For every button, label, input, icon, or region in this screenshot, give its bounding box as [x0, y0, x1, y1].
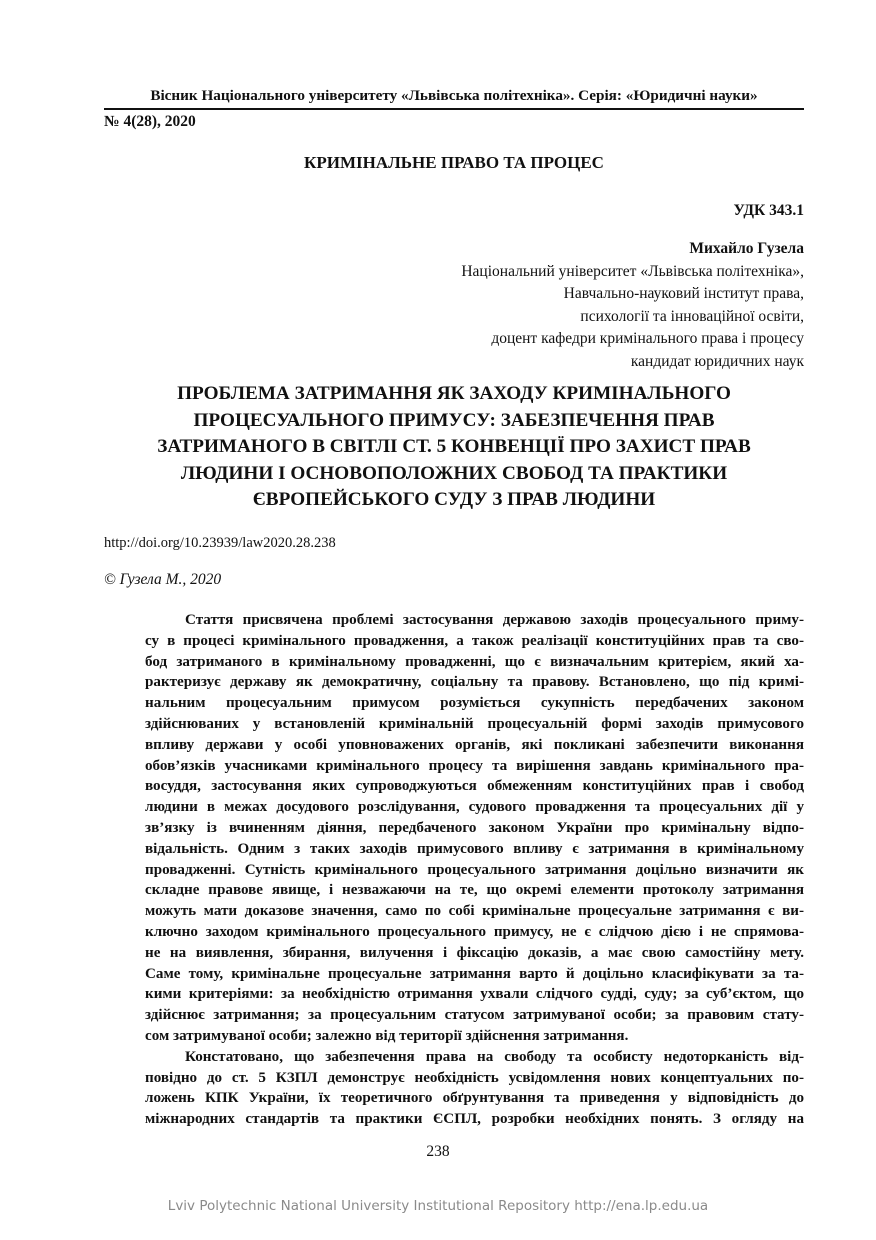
- affiliation-line: Національний університет «Львівська політехніка»,: [461, 262, 804, 280]
- abstract-paragraph-2: [145, 1047, 804, 1130]
- affiliation-line: Навчально-науковий інститут права,: [563, 285, 804, 302]
- abstract-line: восуддя, застосування яких супроводжуються обмеженням конституційних прав і свобод: [145, 778, 804, 795]
- abstract-line: ложень КПК України, їх теоретичного обґрунтування та приведення у відповідність до: [145, 1090, 804, 1107]
- abstract-line: впливу держави у особі уповноважених органів, які покликані забезпечити виконання: [145, 736, 804, 753]
- header-rule: [104, 108, 804, 110]
- abstract-line: бод затриманого в кримінальному провадженні, що є визначальним критерієм, який ха-: [145, 653, 804, 670]
- affiliation-line: доцент кафедри кримінального права і процесу: [491, 330, 804, 347]
- author-block: [461, 238, 804, 373]
- author-name: Михайло Гузела: [689, 240, 804, 257]
- affiliation-line: психології та інноваційної освіти,: [580, 307, 804, 325]
- abstract-line: нальним процесуальним примусом розуміється сукупність передбачених законом: [145, 695, 804, 712]
- abstract-line: провадженні. Сутність кримінального процесуального затримання доцільно визначити як: [145, 861, 804, 878]
- article-title-line: ЄВРОПЕЙСЬКОГО СУДУ З ПРАВ ЛЮДИНИ: [252, 489, 656, 510]
- abstract-line: людини в межах досудового розслідування, судового провадження та процесуальних дії у: [145, 799, 804, 816]
- abstract-paragraph-1: [145, 610, 804, 1047]
- abstract-line: повідно до ст. 5 КЗПЛ демонструє необхідність усвідомлення нових концептуальних по-: [145, 1069, 804, 1086]
- udc-code: УДК 343.1: [733, 202, 804, 219]
- page-number: 238: [426, 1143, 450, 1160]
- article-title: [104, 381, 804, 514]
- section-title: КРИМІНАЛЬНЕ ПРАВО ТА ПРОЦЕС: [304, 153, 604, 172]
- abstract-line: здійснює затримання; за процесуальним статусом затримуваної особи; за правовим стату-: [145, 1007, 804, 1024]
- abstract-line: відальність. Одним з таких заходів примусового впливу є затримання в кримінальному: [145, 840, 804, 857]
- abstract-line: рактеризує державу як демократичну, соціальну та правову. Встановлено, що під кримі-: [145, 674, 804, 691]
- abstract-line: сом затримуваної особи; залежно від території здійснення затримання.: [145, 1027, 629, 1044]
- journal-header: Вісник Національного університету «Львівська політехніка». Серія: «Юридичні науки»: [150, 87, 758, 104]
- abstract-line: ключно заходом кримінального процесуального примусу, не є слідчою дією і не спрямова-: [145, 923, 804, 940]
- doi-link[interactable]: http://doi.org/10.23939/law2020.28.238: [104, 535, 336, 551]
- article-title-line: ПРОБЛЕМА ЗАТРИМАННЯ ЯК ЗАХОДУ КРИМІНАЛЬНОГО: [177, 383, 731, 404]
- abstract-line: здійснюваних у встановленій кримінальній процесуальній формі заходів примусового: [145, 715, 804, 732]
- abstract-line: обов’язків учасниками кримінального процесу та вирішення завдань кримінального пра-: [145, 757, 804, 774]
- affiliation-line: кандидат юридичних наук: [630, 352, 804, 370]
- abstract-line: міжнародних стандартів та практики ЄСПЛ, розробки необхідних понять. З огляду на: [145, 1111, 804, 1128]
- abstract-line: кими критеріями: за необхідністю отримання ухвали слідчого судді, суду; за суб’єктом, що: [145, 986, 804, 1003]
- issue-number: № 4(28), 2020: [104, 113, 196, 130]
- abstract-line: можуть мати доказове значення, само по собі кримінальне процесуальне затримання є ви-: [145, 903, 804, 920]
- copyright-notice: © Гузела М., 2020: [104, 571, 222, 588]
- abstract-line: зв’язку із вчиненням діяння, передбаченого законом України про кримінальну відпо-: [145, 819, 804, 836]
- abstract-line: Констатовано, що забезпечення права на свободу та особисту недоторканість від-: [185, 1048, 804, 1065]
- abstract-line: не на виявлення, збирання, вилучення і фіксацію доказів, а має свою самостійну мету.: [145, 944, 804, 961]
- abstract-line: Саме тому, кримінальне процесуальне затримання варто й доцільно класифікувати за та-: [145, 965, 804, 982]
- abstract: [145, 610, 804, 1130]
- abstract-line: су в процесі кримінального провадження, а також реалізації конституційних прав та сво-: [145, 632, 804, 649]
- abstract-line: Стаття присвячена проблемі застосування державою заходів процесуального приму-: [185, 612, 804, 628]
- article-title-line: ЗАТРИМАНОГО В СВІТЛІ СТ. 5 КОНВЕНЦІЇ ПРО ЗАХИСТ ПРАВ: [157, 436, 751, 457]
- repository-footer: Lviv Polytechnic National University Institutional Repository http://ena.lp.edu.ua: [167, 1198, 709, 1214]
- article-title-line: ЛЮДИНИ І ОСНОВОПОЛОЖНИХ СВОБОД ТА ПРАКТИКИ: [180, 462, 728, 484]
- abstract-line: складне правове явище, і незважаючи на те, що окремі елементи протоколу затримання: [145, 882, 804, 899]
- article-title-line: ПРОЦЕСУАЛЬНОГО ПРИМУСУ: ЗАБЕЗПЕЧЕННЯ ПРАВ: [193, 409, 715, 431]
